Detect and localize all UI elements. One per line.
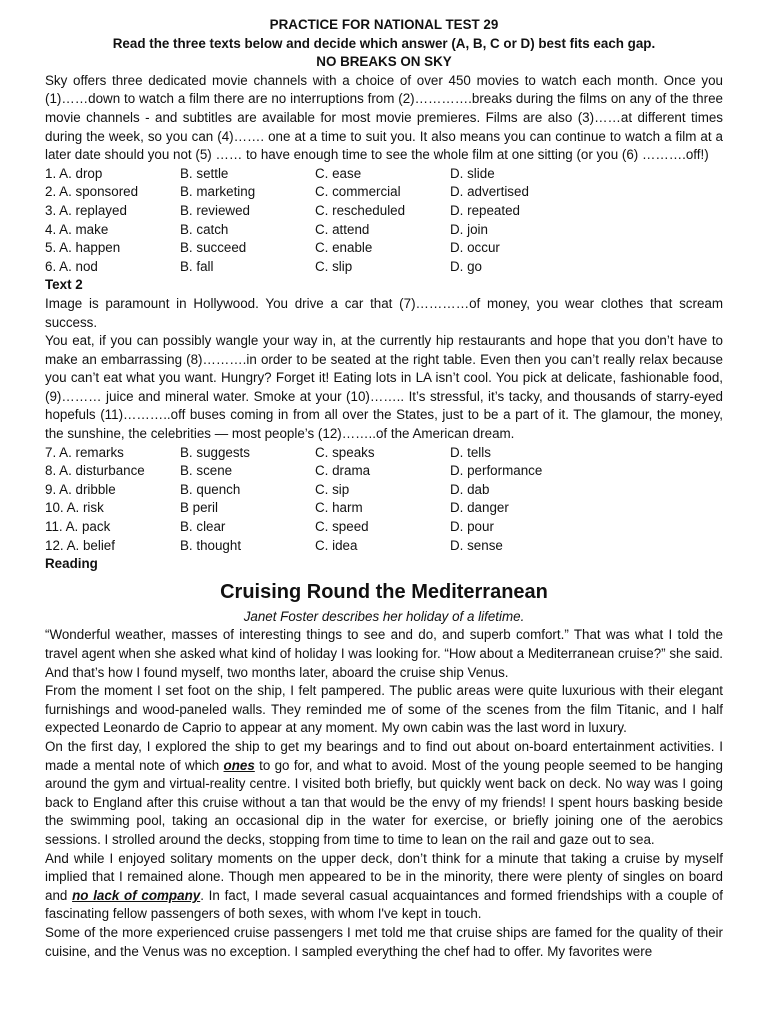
option-a: 9. A. dribble — [45, 481, 116, 497]
option-d: D. go — [450, 258, 483, 274]
option-a: 1. A. drop — [45, 165, 103, 181]
option-c: C. drama — [315, 463, 371, 479]
page-title: PRACTICE FOR NATIONAL TEST 29 — [269, 17, 499, 32]
text2-heading: Text 2 — [45, 277, 83, 293]
option-d: D. repeated — [450, 202, 520, 218]
option-d: D. slide — [450, 165, 495, 181]
option-c: C. commercial — [315, 184, 401, 200]
article-title: Cruising Round the Mediterranean — [220, 580, 548, 603]
option-b: B. marketing — [180, 184, 256, 200]
option-a: 12. A. belief — [45, 537, 115, 553]
option-d: D. occur — [450, 240, 500, 256]
option-a: 10. A. risk — [45, 500, 104, 516]
option-b: B. clear — [180, 519, 226, 535]
option-c: C. idea — [315, 537, 358, 553]
option-b: B. quench — [180, 481, 241, 497]
instruction-text: Read the three texts below and decide which answer (A, B, C or D) best fits each gap. — [112, 35, 656, 51]
option-d: D. performance — [450, 463, 543, 479]
option-c: C. sip — [315, 481, 350, 497]
option-b: B. suggests — [180, 444, 250, 460]
option-b: B. scene — [180, 463, 233, 479]
option-d: D. pour — [450, 519, 494, 535]
option-row — [45, 221, 723, 240]
option-a: 6. A. nod — [45, 258, 98, 274]
option-d: D. join — [450, 221, 488, 237]
option-c: C. rescheduled — [315, 202, 406, 218]
option-d: D. dab — [450, 481, 490, 497]
option-c: C. speed — [315, 519, 369, 535]
emphasized-phrase: no lack of company — [72, 887, 201, 903]
article-paragraph-4 — [45, 850, 723, 924]
article-paragraph-2: From the moment I set foot on the ship, I felt pampered. The public areas were quite luxurious with their elegant furnishings and wood-paneled walls. They reminded me of some of the scenes from the film Titanic, and I half expected Leonardo de Caprio to appear at any moment. My own cabin was the last word in luxury. — [45, 683, 723, 736]
option-b: B. reviewed — [180, 202, 250, 218]
text2-options — [45, 444, 723, 556]
option-row — [45, 165, 723, 184]
option-b: B. thought — [180, 537, 242, 553]
option-b: B. fall — [180, 258, 214, 274]
option-c: C. enable — [315, 240, 373, 256]
option-d: D. advertised — [450, 184, 529, 200]
document-page — [45, 16, 723, 961]
option-d: D. sense — [450, 537, 503, 553]
text2-paragraph-2: You eat, if you can possibly wangle your way in, at the currently hip restaurants and hope that you don’t have to make an embarrassing (8)……….in order to be seated at the right table. Even then you can’t really relax because you can’t eat what you want. Hungry? Forget it! Eating lots in LA isn’t cool. You pick at delicate, fashionable food, (9)……… juice and mineral water. Smoke at your (10)…….. It’s stressful, it’s tacky, and thousands of starry-eyed hopefuls (11)………..off buses coming in from all over the States, just to be a part of it. The glamour, the money, the sunshine, the celebrities — most people’s (12)……..of the American dream. — [45, 333, 723, 442]
option-d: D. tells — [450, 444, 491, 460]
option-row — [45, 444, 723, 463]
paragraph-text: On the first day, I explored the ship to get my bearings and to find out about on-board entertainment activities. I made a mental note of which — [45, 738, 723, 773]
option-row — [45, 518, 723, 537]
option-b: B peril — [180, 500, 218, 516]
emphasized-word: ones — [223, 757, 255, 773]
option-c: C. slip — [315, 258, 353, 274]
option-d: D. danger — [450, 500, 509, 516]
option-a: 11. A. pack — [45, 519, 111, 535]
paragraph-text: to go for, and what to avoid. Most of the young people seemed to be hanging around the gym and virtual-reality centre. I visited both briefly, but quickly went back on deck. No way was I going back to England after this cruise without a tan that would be the envy of my friends! I spent hours basking beside the swimming pool, taking an occasional dip in the water for exercise, or briefly joining one of the aerobics sessions. I strolled around the decks, stopping from time to time to lean on the rail and gaze out to sea. — [45, 757, 723, 847]
option-a: 2. A. sponsored — [45, 184, 139, 200]
option-a: 5. A. happen — [45, 240, 121, 256]
option-b: B. catch — [180, 221, 229, 237]
option-c: C. harm — [315, 500, 363, 516]
option-row — [45, 462, 723, 481]
option-row — [45, 202, 723, 221]
option-a: 7. A. remarks — [45, 444, 124, 460]
paragraph-text: And while I enjoyed solitary moments on the upper deck, don’t think for a minute that taking a cruise by myself implied that I remained alone. Though men appeared to be in the minority, there were plenty of singles on board and — [45, 850, 723, 903]
option-row — [45, 239, 723, 258]
option-row — [45, 537, 723, 556]
option-a: 8. A. disturbance — [45, 463, 145, 479]
option-row — [45, 258, 723, 277]
article-paragraph-3 — [45, 738, 723, 850]
option-a: 4. A. make — [45, 221, 109, 237]
article-paragraph-1: “Wonderful weather, masses of interesting things to see and do, and superb comfort.” That was what I told the travel agent when she asked what kind of holiday I was looking for. “How about a Mediterranean cruise?” she said. And that’s how I found myself, two months later, aboard the cruise ship Venus. — [45, 627, 723, 680]
article-paragraph-5: Some of the more experienced cruise passengers I met told me that cruise ships are famed for the quality of their cuisine, and the Venus was no exception. I sampled everything the chef had to offer. My favorites were — [45, 924, 723, 959]
option-row — [45, 499, 723, 518]
option-row — [45, 183, 723, 202]
text1-title: NO BREAKS ON SKY — [316, 54, 452, 70]
option-c: C. attend — [315, 221, 370, 237]
paragraph-text: . In fact, I made several casual acquaintances and formed friendships with a couple of fascinating fellow passengers of both sexes, with whom I've kept in touch. — [45, 887, 724, 922]
text2-paragraph-1: Image is paramount in Hollywood. You drive a car that (7)…………of money, you wear clothes that scream success. — [45, 295, 723, 330]
article-subtitle: Janet Foster describes her holiday of a lifetime. — [243, 608, 525, 624]
reading-label: Reading — [45, 556, 98, 572]
option-c: C. ease — [315, 165, 362, 181]
text1-paragraph: Sky offers three dedicated movie channels with a choice of over 450 movies to watch each month. Once you (1)……down to watch a film there are no interruptions from (2)………….breaks during the films on any of the three movie channels - and subtitles are available for most movie premieres. Films are also (3)……at different times during the week, so you can (4)……. one at a time to suit you. It also means you can continue to watch a film at a later date should you not (5) …… to have enough time to see the whole film at one sitting (or you (6) ……….off!) — [45, 72, 723, 163]
option-row — [45, 481, 723, 500]
option-b: B. succeed — [180, 240, 247, 256]
text1-options — [45, 165, 723, 277]
option-c: C. speaks — [315, 444, 375, 460]
option-a: 3. A. replayed — [45, 202, 127, 218]
option-b: B. settle — [180, 165, 229, 181]
